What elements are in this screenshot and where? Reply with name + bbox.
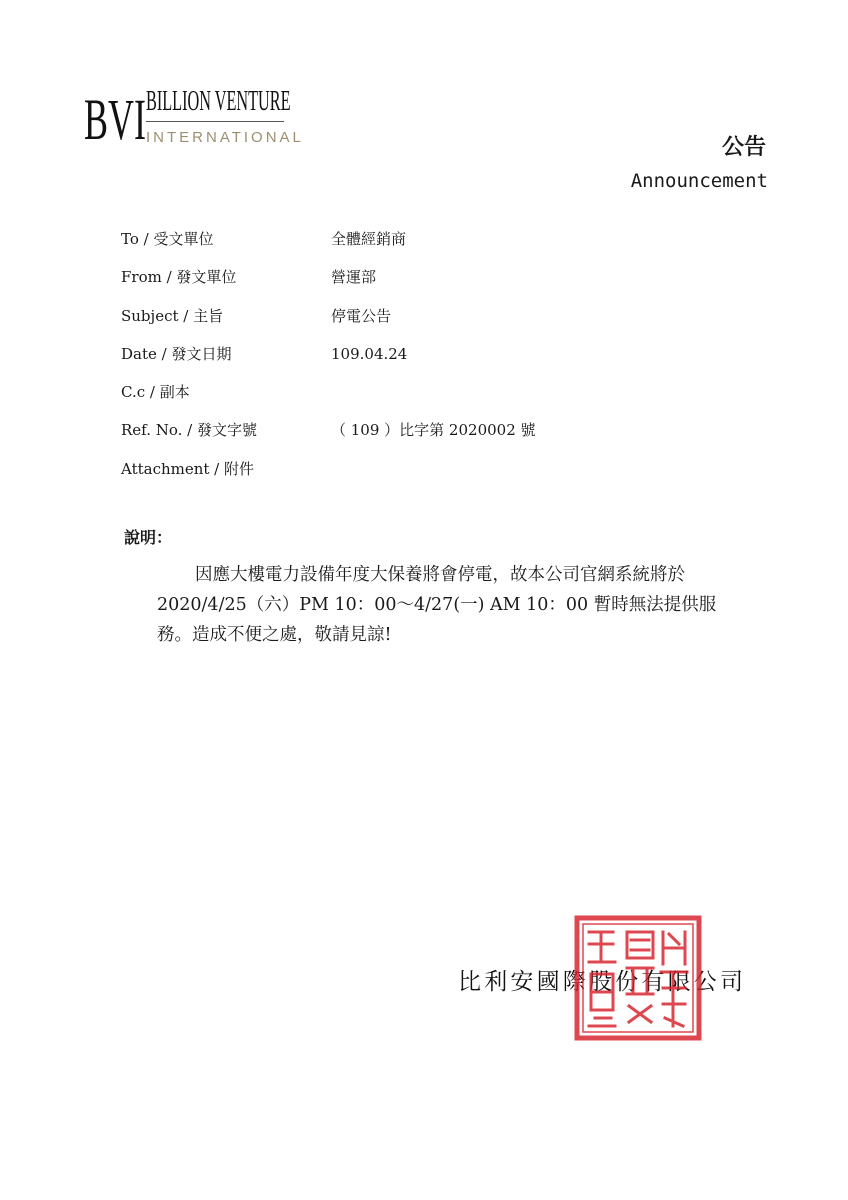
field-row-date [121,341,721,379]
notes-line: 因應大樓電力設備年度大保養將會停電，故本公司官網系統將於 [195,565,685,585]
notes-heading: 說明： [124,528,173,547]
field-label: From / 發文單位 [121,268,237,287]
field-value: 全體經銷商 [331,230,407,248]
field-row-subject [121,303,721,341]
field-row-from [121,264,721,302]
notes-line: 2020/4/25（六）PM 10：00～4/27(一) AM 10：00 暫時無法提供服 [157,595,717,615]
notes-body [157,560,777,650]
field-label: C.c / 副本 [121,383,190,402]
document-subtitle: Announcement [630,170,768,192]
field-row-attachment [121,456,721,494]
field-label: To / 受文單位 [121,230,214,248]
logo-company-name: BILLION VENTURE [146,85,291,117]
logo-mark: BVI [84,87,146,152]
field-value: 停電公告 [331,306,392,325]
company-seal-stamp [573,914,703,1042]
field-row-to [121,226,721,264]
field-label: Ref. No. / 發文字號 [121,421,257,440]
header-fields [121,226,721,494]
field-row-ref-no [121,417,721,455]
document-title: 公告 [721,135,766,160]
field-row-cc [121,379,721,417]
signature-company-name: 比利安國際股份有限公司 [458,969,747,995]
notes-line: 務。造成不便之處，敬請見諒! [157,625,392,645]
field-label: Date / 發文日期 [121,344,232,363]
field-label: Attachment / 附件 [121,459,255,478]
logo-subtitle: INTERNATIONAL [146,129,304,146]
logo-divider [146,121,284,122]
field-value: 109.04.24 [331,344,408,363]
company-logo [84,84,304,164]
field-value: 營運部 [331,268,377,287]
field-value: （ 109 ）比字第 2020002 號 [331,421,536,440]
field-label: Subject / 主旨 [121,306,224,325]
